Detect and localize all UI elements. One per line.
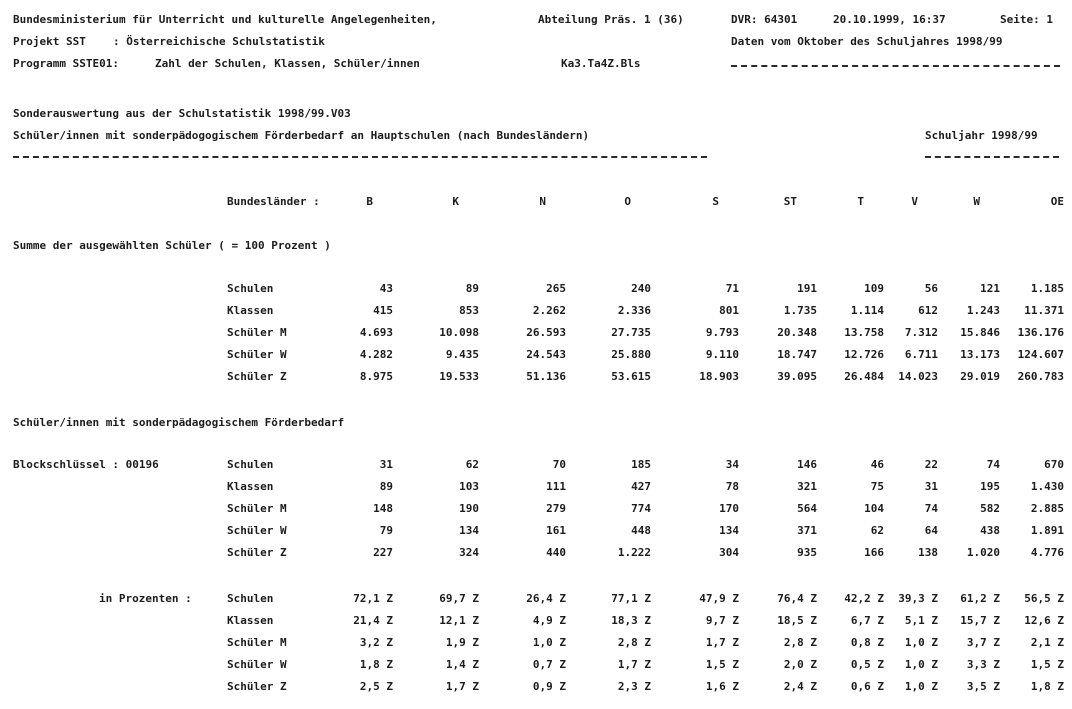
table-cell: 0,8 Z — [850, 636, 884, 649]
table-cell: 111 — [546, 480, 566, 493]
block-key: Blockschlüssel : 00196 — [13, 458, 159, 471]
table-cell: 448 — [631, 524, 651, 537]
table-cell: 1,4 Z — [445, 658, 479, 671]
table-cell: 1,0 Z — [532, 636, 566, 649]
table-cell: 304 — [719, 546, 739, 559]
table-cell: 39,3 Z — [898, 592, 938, 605]
school-year: Schuljahr 1998/99 — [925, 129, 1038, 142]
row-label: Schüler W — [227, 658, 287, 671]
table-cell: 371 — [797, 524, 817, 537]
table-cell: 89 — [465, 282, 479, 295]
table-cell: 612 — [918, 304, 938, 317]
table-cell: 4.776 — [1030, 546, 1064, 559]
table-cell: 15.846 — [960, 326, 1000, 339]
table-cell: 138 — [918, 546, 938, 559]
table-cell: 78 — [725, 480, 739, 493]
table-cell: 1,9 Z — [445, 636, 479, 649]
table-cell: 170 — [719, 502, 739, 515]
table-cell: 124.607 — [1017, 348, 1064, 361]
table-cell: 11.371 — [1024, 304, 1064, 317]
table-cell: 46 — [870, 458, 884, 471]
table-cell: 1.891 — [1030, 524, 1064, 537]
table-cell: 13.173 — [960, 348, 1000, 361]
row-label: Schüler Z — [227, 370, 287, 383]
state-header-k: K — [452, 195, 459, 208]
table-cell: 6.711 — [904, 348, 938, 361]
state-header-oe: OE — [1050, 195, 1064, 208]
table-cell: 39.095 — [777, 370, 817, 383]
table-cell: 109 — [864, 282, 884, 295]
table-cell: 8.975 — [359, 370, 393, 383]
table-cell: 3,3 Z — [966, 658, 1000, 671]
data-date: Daten vom Oktober des Schuljahres 1998/99 — [731, 35, 1003, 48]
table-cell: 1.735 — [783, 304, 817, 317]
table-cell: 0,6 Z — [850, 680, 884, 693]
table-cell: 51.136 — [526, 370, 566, 383]
states-label: Bundesländer : — [227, 195, 320, 208]
table-cell: 1,8 Z — [1030, 680, 1064, 693]
table-cell: 853 — [459, 304, 479, 317]
table-cell: 427 — [631, 480, 651, 493]
table-cell: 21,4 Z — [353, 614, 393, 627]
table-cell: 34 — [725, 458, 739, 471]
table-cell: 1.114 — [850, 304, 884, 317]
table-cell: 77,1 Z — [611, 592, 651, 605]
table-cell: 195 — [980, 480, 1000, 493]
table-cell: 79 — [379, 524, 393, 537]
table-cell: 4,9 Z — [532, 614, 566, 627]
table-cell: 324 — [459, 546, 479, 559]
table-cell: 2.336 — [617, 304, 651, 317]
table-cell: 2.885 — [1030, 502, 1064, 515]
table-cell: 31 — [379, 458, 393, 471]
table-cell: 0,9 Z — [532, 680, 566, 693]
table-cell: 103 — [459, 480, 479, 493]
table-cell: 72,1 Z — [353, 592, 393, 605]
table-cell: 62 — [465, 458, 479, 471]
state-header-o: O — [624, 195, 631, 208]
row-label: Schulen — [227, 458, 274, 471]
table-cell: 190 — [459, 502, 479, 515]
table-cell: 74 — [924, 502, 938, 515]
table-cell: 3,7 Z — [966, 636, 1000, 649]
row-label: Schüler W — [227, 348, 287, 361]
table-cell: 13.758 — [844, 326, 884, 339]
table-cell: 582 — [980, 502, 1000, 515]
table-cell: 240 — [631, 282, 651, 295]
dvr-number: DVR: 64301 — [731, 13, 798, 26]
percent-label: in Prozenten : — [99, 592, 192, 605]
table-cell: 148 — [373, 502, 393, 515]
sum-section-title: Summe der ausgewählten Schüler ( = 100 Prozent ) — [13, 239, 331, 252]
table-cell: 2,1 Z — [1030, 636, 1064, 649]
table-cell: 18.747 — [777, 348, 817, 361]
table-cell: 2.262 — [532, 304, 566, 317]
table-cell: 1,0 Z — [904, 658, 938, 671]
row-label: Schüler M — [227, 502, 287, 515]
table-cell: 29.019 — [960, 370, 1000, 383]
table-cell: 24.543 — [526, 348, 566, 361]
table-cell: 9.793 — [705, 326, 739, 339]
row-label: Klassen — [227, 614, 274, 627]
table-cell: 70 — [552, 458, 566, 471]
table-cell: 42,2 Z — [844, 592, 884, 605]
table-cell: 1,7 Z — [705, 636, 739, 649]
row-label: Schulen — [227, 282, 274, 295]
title-rule — [13, 156, 707, 158]
table-cell: 64 — [924, 524, 938, 537]
table-cell: 2,4 Z — [783, 680, 817, 693]
table-cell: 43 — [379, 282, 393, 295]
row-label: Klassen — [227, 480, 274, 493]
table-cell: 18,3 Z — [611, 614, 651, 627]
row-label: Schüler Z — [227, 546, 287, 559]
state-header-st: ST — [783, 195, 797, 208]
table-cell: 15,7 Z — [960, 614, 1000, 627]
table-cell: 1,7 Z — [617, 658, 651, 671]
table-cell: 227 — [373, 546, 393, 559]
table-cell: 4.693 — [359, 326, 393, 339]
table-cell: 69,7 Z — [439, 592, 479, 605]
table-cell: 20.348 — [777, 326, 817, 339]
table-cell: 1,0 Z — [904, 680, 938, 693]
ministry-name: Bundesministerium für Unterricht und kulturelle Angelegenheiten, — [13, 13, 437, 26]
table-cell: 935 — [797, 546, 817, 559]
table-cell: 161 — [546, 524, 566, 537]
table-cell: 53.615 — [611, 370, 651, 383]
department: Abteilung Präs. 1 (36) — [538, 13, 684, 26]
project-value: : Österreichische Schulstatistik — [113, 35, 325, 48]
table-cell: 774 — [631, 502, 651, 515]
table-cell: 31 — [924, 480, 938, 493]
table-cell: 0,7 Z — [532, 658, 566, 671]
table-cell: 12,1 Z — [439, 614, 479, 627]
table-cell: 1,7 Z — [445, 680, 479, 693]
table-cell: 166 — [864, 546, 884, 559]
table-cell: 56,5 Z — [1024, 592, 1064, 605]
project-label: Projekt SST — [13, 35, 86, 48]
report-subtitle: Schüler/innen mit sonderpädogogischem Förderbedarf an Hauptschulen (nach Bundesländern) — [13, 129, 590, 142]
row-label: Klassen — [227, 304, 274, 317]
table-cell: 2,8 Z — [783, 636, 817, 649]
state-header-s: S — [712, 195, 719, 208]
table-cell: 26.593 — [526, 326, 566, 339]
table-cell: 1.243 — [966, 304, 1000, 317]
table-cell: 2,0 Z — [783, 658, 817, 671]
table-cell: 265 — [546, 282, 566, 295]
table-cell: 18.903 — [699, 370, 739, 383]
row-label: Schüler Z — [227, 680, 287, 693]
page-number: Seite: 1 — [1000, 13, 1053, 26]
table-cell: 670 — [1044, 458, 1064, 471]
table-cell: 18,5 Z — [777, 614, 817, 627]
table-cell: 2,3 Z — [617, 680, 651, 693]
table-cell: 136.176 — [1017, 326, 1064, 339]
table-cell: 185 — [631, 458, 651, 471]
state-header-v: V — [911, 195, 918, 208]
table-cell: 89 — [379, 480, 393, 493]
table-cell: 0,5 Z — [850, 658, 884, 671]
table-cell: 3,2 Z — [359, 636, 393, 649]
table-cell: 134 — [719, 524, 739, 537]
table-cell: 1,6 Z — [705, 680, 739, 693]
table-cell: 801 — [719, 304, 739, 317]
table-cell: 440 — [546, 546, 566, 559]
table-cell: 9.110 — [705, 348, 739, 361]
report-title: Sonderauswertung aus der Schulstatistik 1998/99.V03 — [13, 107, 351, 120]
table-cell: 10.098 — [439, 326, 479, 339]
table-cell: 19.533 — [439, 370, 479, 383]
table-cell: 146 — [797, 458, 817, 471]
table-cell: 9,7 Z — [705, 614, 739, 627]
table-cell: 1,0 Z — [904, 636, 938, 649]
table-cell: 1,8 Z — [359, 658, 393, 671]
table-cell: 27.735 — [611, 326, 651, 339]
table-cell: 74 — [986, 458, 1000, 471]
state-header-w: W — [973, 195, 980, 208]
row-label: Schüler W — [227, 524, 287, 537]
school-year-rule — [925, 156, 1059, 158]
table-cell: 22 — [924, 458, 938, 471]
table-cell: 14.023 — [898, 370, 938, 383]
table-cell: 5,1 Z — [904, 614, 938, 627]
table-cell: 191 — [797, 282, 817, 295]
table-cell: 134 — [459, 524, 479, 537]
state-header-t: T — [857, 195, 864, 208]
table-cell: 12.726 — [844, 348, 884, 361]
table-cell: 12,6 Z — [1024, 614, 1064, 627]
table-cell: 26.484 — [844, 370, 884, 383]
table-cell: 25.880 — [611, 348, 651, 361]
row-label: Schulen — [227, 592, 274, 605]
table-cell: 75 — [870, 480, 884, 493]
table-cell: 2,5 Z — [359, 680, 393, 693]
table-cell: 61,2 Z — [960, 592, 1000, 605]
table-cell: 2,8 Z — [617, 636, 651, 649]
table-cell: 104 — [864, 502, 884, 515]
table-cell: 1.222 — [617, 546, 651, 559]
table-cell: 1,5 Z — [1030, 658, 1064, 671]
table-cell: 1,5 Z — [705, 658, 739, 671]
table-cell: 9.435 — [445, 348, 479, 361]
table-cell: 564 — [797, 502, 817, 515]
table-cell: 1.185 — [1030, 282, 1064, 295]
table-cell: 1.020 — [966, 546, 1000, 559]
table-cell: 415 — [373, 304, 393, 317]
table-cell: 321 — [797, 480, 817, 493]
table-cell: 121 — [980, 282, 1000, 295]
table-cell: 62 — [870, 524, 884, 537]
program-label: Programm SSTE01: — [13, 57, 119, 70]
row-label: Schüler M — [227, 636, 287, 649]
row-label: Schüler M — [227, 326, 287, 339]
table-cell: 6,7 Z — [850, 614, 884, 627]
table-cell: 3,5 Z — [966, 680, 1000, 693]
table-cell: 7.312 — [904, 326, 938, 339]
program-value: Zahl der Schulen, Klassen, Schüler/innen — [155, 57, 420, 70]
table-cell: 76,4 Z — [777, 592, 817, 605]
table-cell: 260.783 — [1017, 370, 1064, 383]
table-cell: 279 — [546, 502, 566, 515]
table-cell: 71 — [725, 282, 739, 295]
print-datetime: 20.10.1999, 16:37 — [833, 13, 946, 26]
table-cell: 4.282 — [359, 348, 393, 361]
state-header-n: N — [539, 195, 546, 208]
special-section-title: Schüler/innen mit sonderpädagogischem Förderbedarf — [13, 416, 345, 429]
table-cell: 26,4 Z — [526, 592, 566, 605]
table-cell: 1.430 — [1030, 480, 1064, 493]
header-rule — [731, 65, 1060, 67]
state-header-b: B — [366, 195, 373, 208]
table-cell: 438 — [980, 524, 1000, 537]
table-cell: 47,9 Z — [699, 592, 739, 605]
table-cell: 56 — [924, 282, 938, 295]
file-name: Ka3.Ta4Z.Bls — [561, 57, 641, 70]
